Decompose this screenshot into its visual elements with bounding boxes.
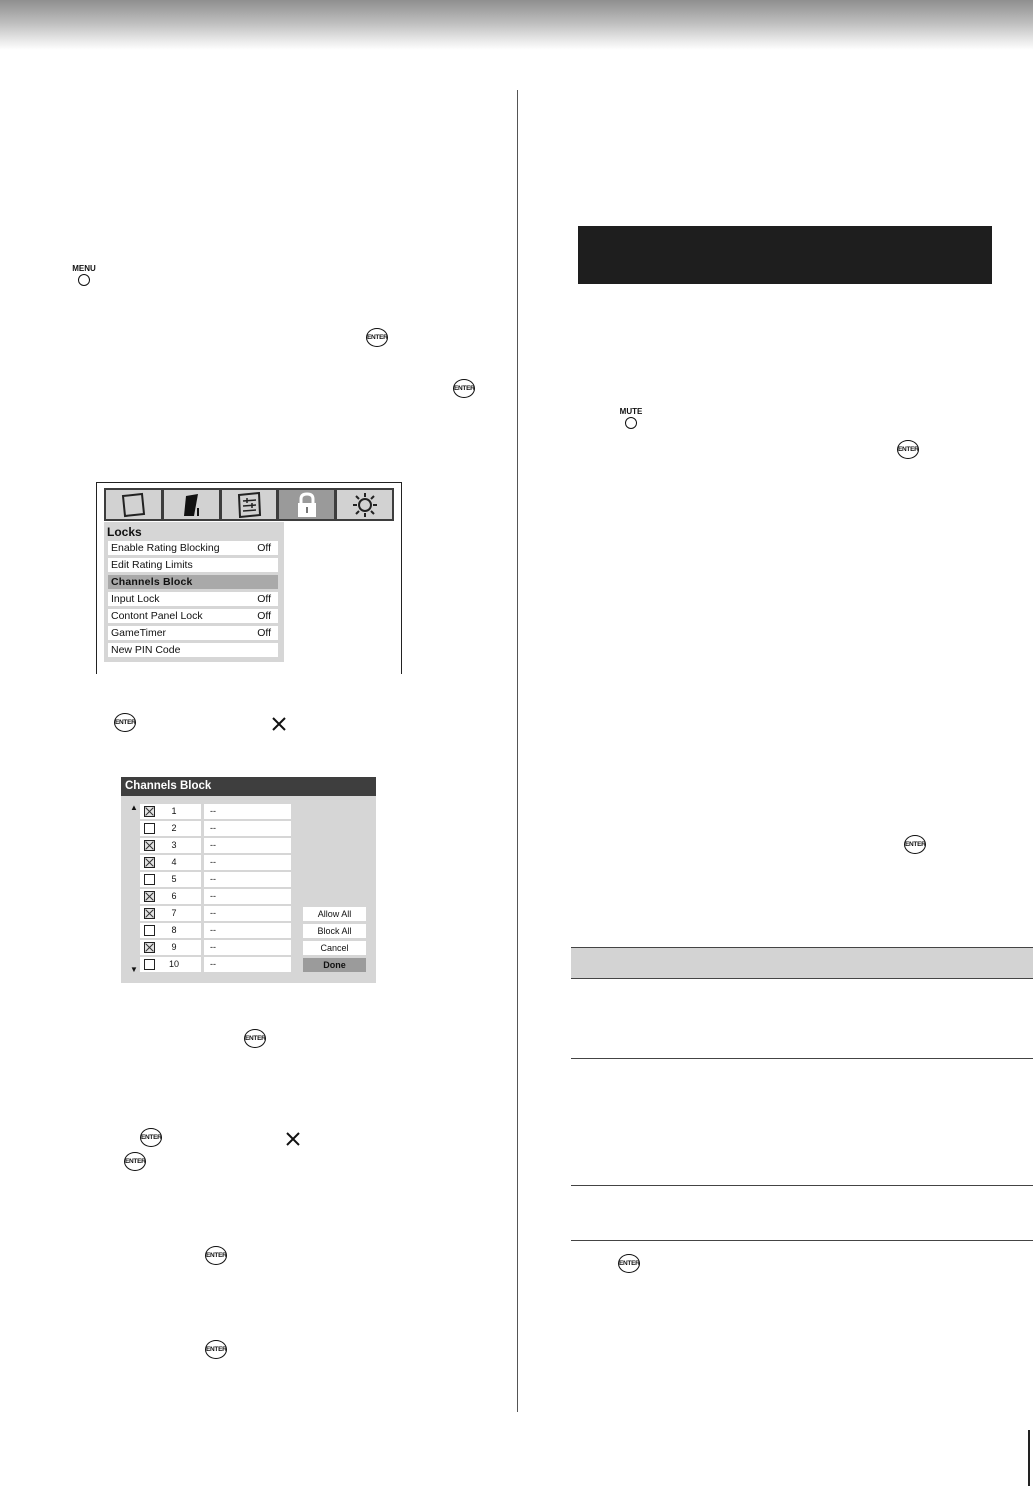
channel-checkbox[interactable] xyxy=(144,908,155,919)
channel-name: -- xyxy=(204,957,291,972)
menu-item-label: New PIN Code xyxy=(111,644,181,656)
preferences-icon[interactable] xyxy=(337,490,392,519)
audio-icon[interactable] xyxy=(164,490,219,519)
enter-button-icon: ENTER xyxy=(904,835,926,854)
menu-button-label: MENU xyxy=(72,264,96,273)
cancel-button[interactable]: Cancel xyxy=(303,941,366,955)
channel-number: 8 xyxy=(171,925,177,935)
menu-item-input-lock[interactable] xyxy=(108,592,278,606)
table-rule xyxy=(571,1240,1033,1241)
page-header-band xyxy=(0,0,1033,50)
channel-name: -- xyxy=(204,906,291,921)
picture-icon[interactable] xyxy=(106,490,161,519)
channel-number: 2 xyxy=(171,823,177,833)
menu-item-gametimer[interactable] xyxy=(108,626,278,640)
channels-block-title: Channels Block xyxy=(121,777,376,796)
channel-name: -- xyxy=(204,940,291,955)
channel-number: 5 xyxy=(171,874,177,884)
channel-name: -- xyxy=(204,804,291,819)
allow-all-button[interactable]: Allow All xyxy=(303,907,366,921)
channel-checkbox[interactable] xyxy=(144,840,155,851)
table-header xyxy=(571,947,1033,979)
circle-icon xyxy=(78,274,90,286)
menu-item-label: Edit Rating Limits xyxy=(111,559,193,571)
locks-menu-title: Locks xyxy=(107,525,142,539)
menu-item-value: Off xyxy=(257,593,271,605)
page-edge-mark xyxy=(1028,1430,1030,1486)
channel-number: 9 xyxy=(171,942,177,952)
mute-button-label: MUTE xyxy=(619,407,643,416)
table-rule xyxy=(571,978,1033,979)
scroll-up-icon[interactable]: ▲ xyxy=(130,803,138,812)
enter-button-icon: ENTER xyxy=(366,328,388,347)
table-rule xyxy=(571,1058,1033,1059)
enter-button-icon: ENTER xyxy=(140,1128,162,1147)
menu-item-value: Off xyxy=(257,542,271,554)
menu-item-new-pin-code[interactable] xyxy=(108,643,278,657)
circle-icon xyxy=(625,417,637,429)
channel-checkbox[interactable] xyxy=(144,925,155,936)
menu-item-enable-rating-blocking[interactable] xyxy=(108,541,278,555)
menu-item-label: GameTimer xyxy=(111,627,167,639)
channel-number: 1 xyxy=(171,806,177,816)
channel-name: -- xyxy=(204,889,291,904)
setup-icon[interactable] xyxy=(222,490,277,519)
channel-checkbox[interactable] xyxy=(144,874,155,885)
menu-item-label: Channels Block xyxy=(111,576,193,588)
done-button[interactable]: Done xyxy=(303,958,366,972)
table-rule xyxy=(571,1185,1033,1186)
column-divider xyxy=(517,90,518,1412)
scroll-down-icon[interactable]: ▼ xyxy=(130,965,138,974)
channel-name: -- xyxy=(204,821,291,836)
channel-number: 3 xyxy=(171,840,177,850)
block-all-button[interactable]: Block All xyxy=(303,924,366,938)
channel-name: -- xyxy=(204,923,291,938)
channel-checkbox[interactable] xyxy=(144,806,155,817)
channel-checkbox[interactable] xyxy=(144,959,155,970)
menu-item-channels-block[interactable] xyxy=(108,575,278,589)
lock-icon[interactable] xyxy=(279,490,334,519)
channel-number: 10 xyxy=(168,959,179,969)
channel-checkbox[interactable] xyxy=(144,823,155,834)
channel-checkbox[interactable] xyxy=(144,857,155,868)
section-header-box xyxy=(578,226,992,284)
enter-button-icon: ENTER xyxy=(618,1254,640,1273)
menu-button-icon xyxy=(64,264,104,286)
channel-number: 4 xyxy=(171,857,177,867)
menu-item-value: Off xyxy=(257,610,271,622)
channel-name: -- xyxy=(204,872,291,887)
enter-button-icon: ENTER xyxy=(124,1152,146,1171)
enter-button-icon: ENTER xyxy=(453,379,475,398)
menu-item-label: Contont Panel Lock xyxy=(111,610,203,622)
menu-item-content-panel-lock[interactable] xyxy=(108,609,278,623)
channel-name: -- xyxy=(204,838,291,853)
channel-checkbox[interactable] xyxy=(144,942,155,953)
channel-name: -- xyxy=(204,855,291,870)
menu-item-value: Off xyxy=(257,627,271,639)
x-mark-icon xyxy=(285,1131,301,1147)
enter-button-icon: ENTER xyxy=(205,1340,227,1359)
channel-number: 6 xyxy=(171,891,177,901)
menu-item-edit-rating-limits[interactable] xyxy=(108,558,278,572)
mute-button-icon xyxy=(611,407,651,429)
menu-icon-bar xyxy=(104,488,394,521)
x-mark-icon xyxy=(271,716,287,732)
menu-item-label: Enable Rating Blocking xyxy=(111,542,220,554)
channel-number: 7 xyxy=(171,908,177,918)
enter-button-icon: ENTER xyxy=(897,440,919,459)
enter-button-icon: ENTER xyxy=(114,713,136,732)
menu-item-label: Input Lock xyxy=(111,593,160,605)
channel-checkbox[interactable] xyxy=(144,891,155,902)
enter-button-icon: ENTER xyxy=(205,1246,227,1265)
enter-button-icon: ENTER xyxy=(244,1029,266,1048)
